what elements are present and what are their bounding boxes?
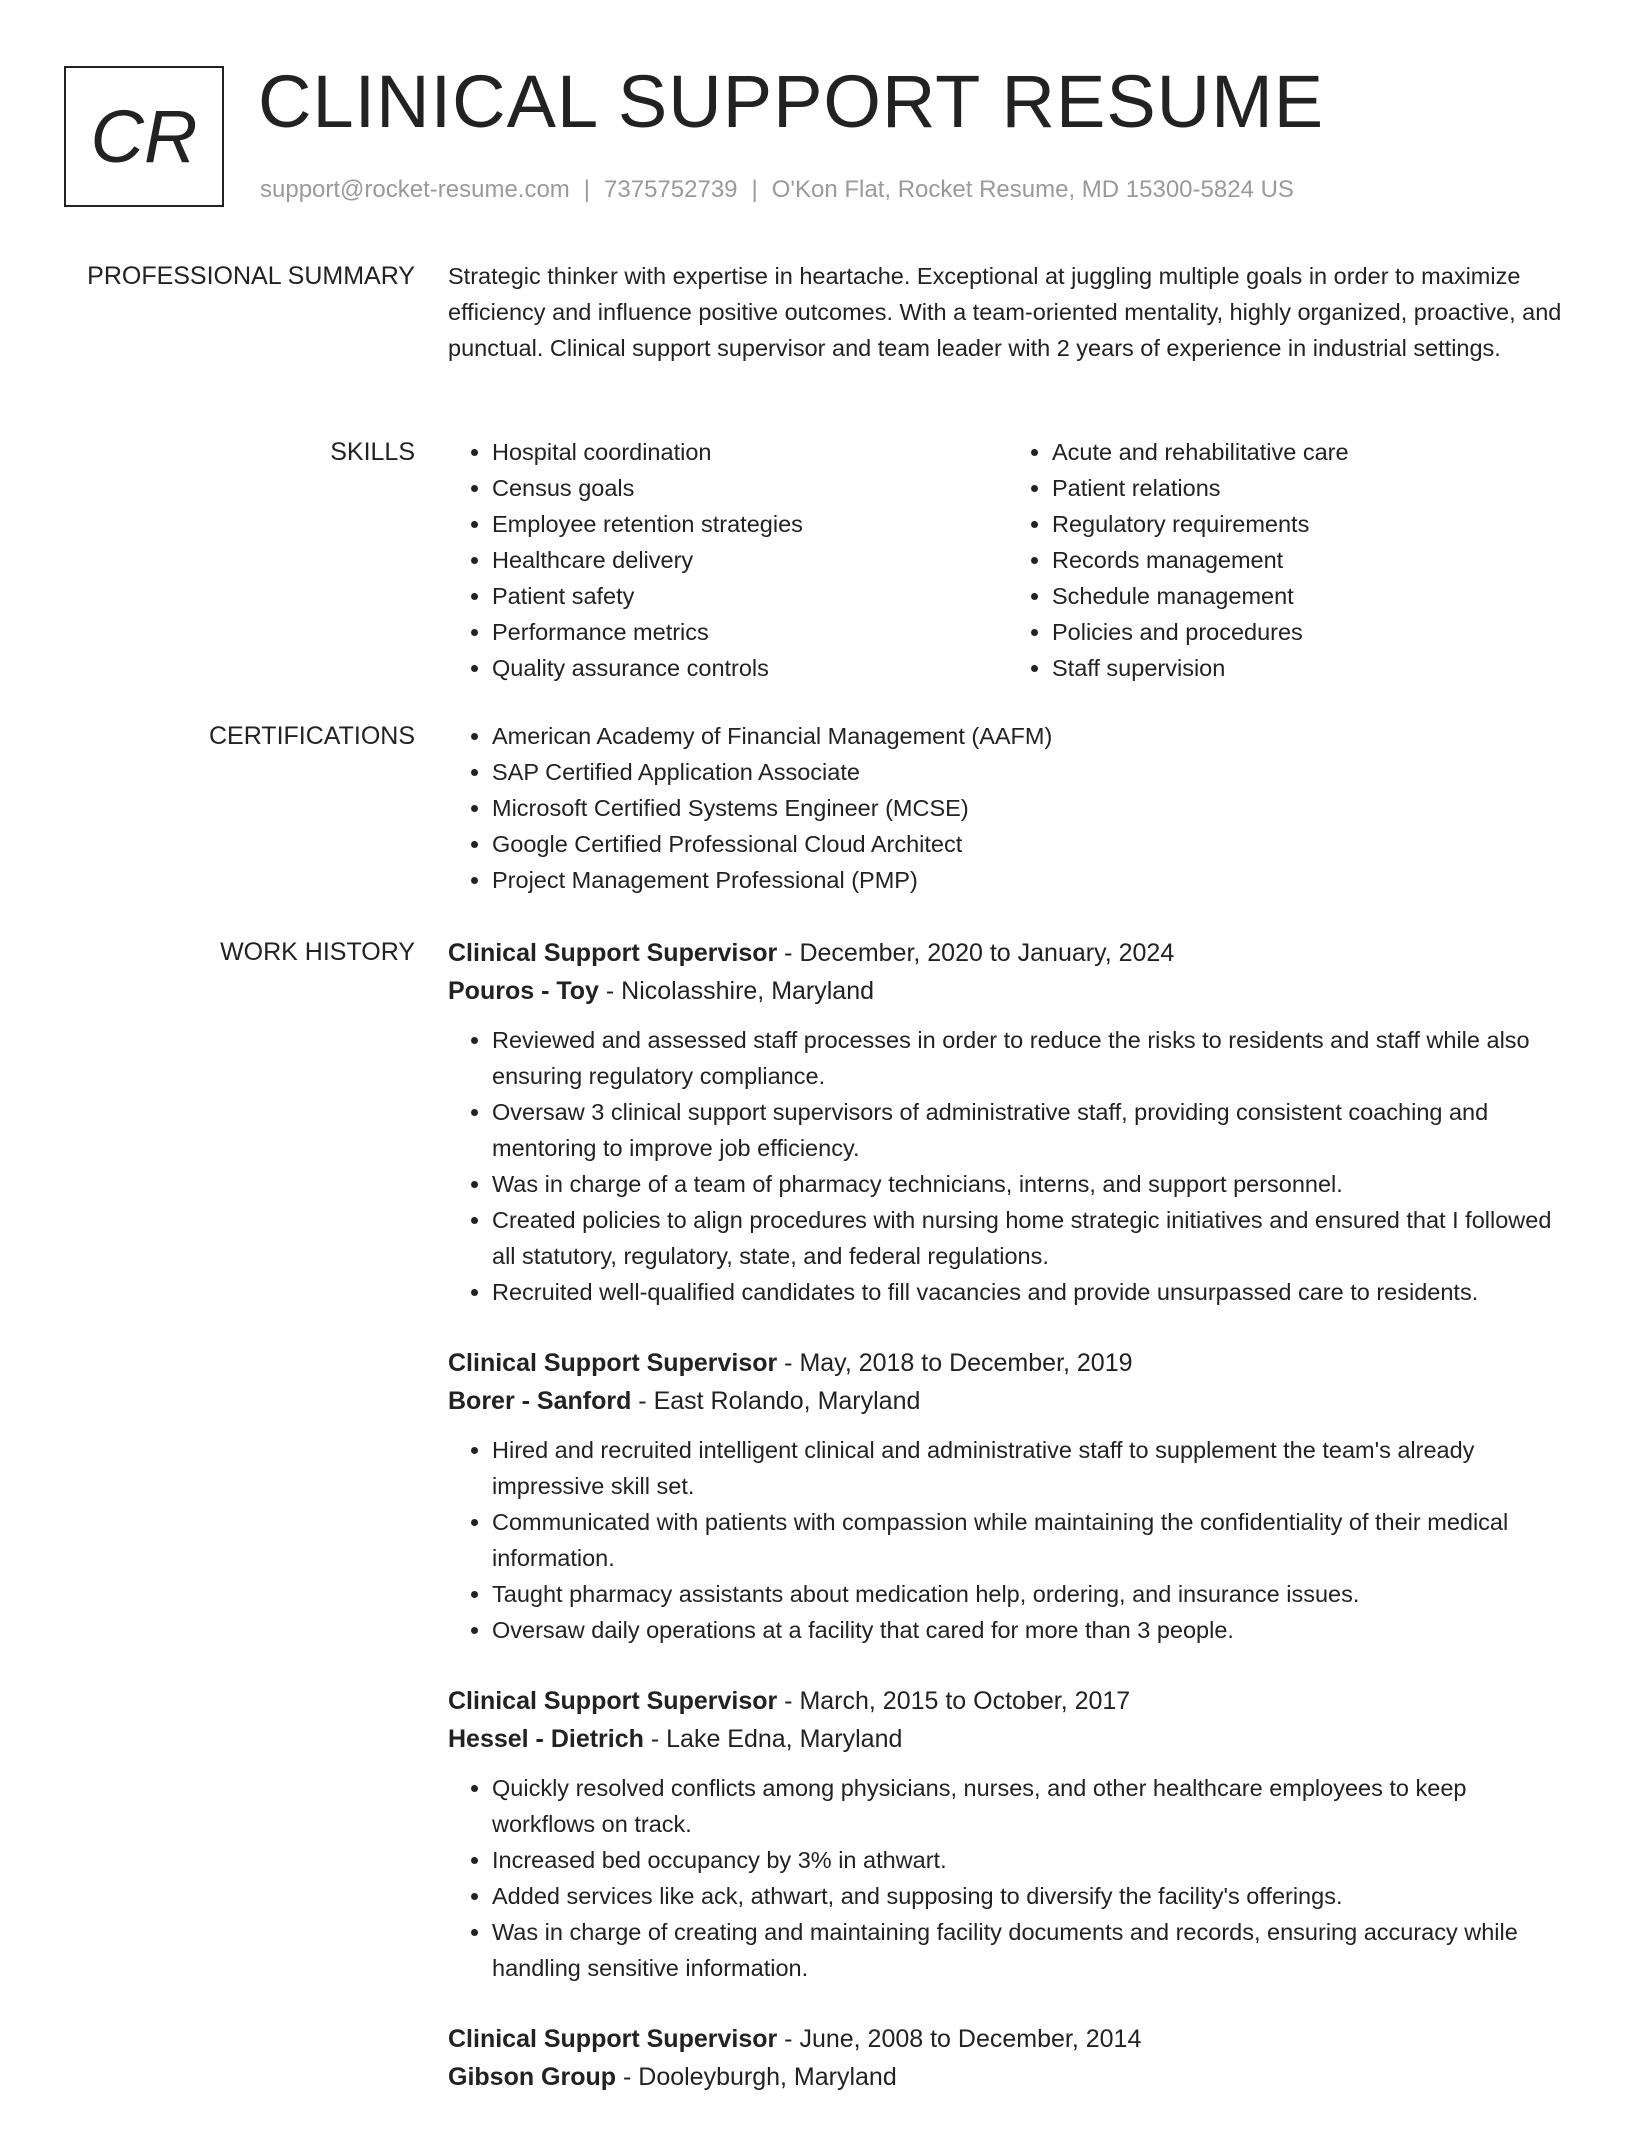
job-company-line xyxy=(448,2058,1568,2096)
list-item: • Microsoft Certified Systems Engineer (MCSE) xyxy=(492,790,1568,826)
list-item: • Quickly resolved conflicts among physicians, nurses, and other healthcare employees to keep workflows on track. xyxy=(492,1770,1568,1842)
list-item: • Hired and recruited intelligent clinical and administrative staff to supplement the team's already impressive skill set. xyxy=(492,1432,1568,1504)
list-item: • Acute and rehabilitative care xyxy=(1052,434,1568,470)
list-item: • Schedule management xyxy=(1052,578,1568,614)
job-location: - Dooleyburgh, Maryland xyxy=(616,2063,897,2091)
job-company-line xyxy=(448,972,1568,1010)
job-role: Clinical Support Supervisor xyxy=(448,939,778,967)
certifications-list xyxy=(448,718,1568,898)
job-location: - East Rolando, Maryland xyxy=(631,1387,921,1415)
job-dates: - March, 2015 to October, 2017 xyxy=(777,1687,1131,1715)
list-item: • American Academy of Financial Management (AAFM) xyxy=(492,718,1568,754)
summary-heading: PROFESSIONAL SUMMARY xyxy=(87,262,415,290)
contact-line xyxy=(260,174,1294,206)
job-company: Pouros - Toy xyxy=(448,977,599,1005)
list-item: • Created policies to align procedures with nursing home strategic initiatives and ensured that I followed all statutory, regulatory, state, and federal regulations. xyxy=(492,1202,1568,1274)
list-item: • Oversaw 3 clinical support supervisors of administrative staff, providing consistent coaching and mentoring to improve job efficiency. xyxy=(492,1094,1568,1166)
list-item: • Employee retention strategies xyxy=(492,506,1008,542)
list-item: • Quality assurance controls xyxy=(492,650,1008,686)
job-role: Clinical Support Supervisor xyxy=(448,1687,778,1715)
list-item: • Records management xyxy=(1052,542,1568,578)
job-dates: - May, 2018 to December, 2019 xyxy=(777,1349,1133,1377)
certifications-heading: CERTIFICATIONS xyxy=(208,722,415,750)
list-item: • Policies and procedures xyxy=(1052,614,1568,650)
list-item: • Census goals xyxy=(492,470,1008,506)
list-item: • Reviewed and assessed staff processes in order to reduce the risks to residents and staff while also ensuring regulatory compliance. xyxy=(492,1022,1568,1094)
resume-title: CLINICAL SUPPORT RESUME xyxy=(258,60,1325,143)
job-company: Hessel - Dietrich xyxy=(448,1725,644,1753)
list-item: • Increased bed occupancy by 3% in athwart. xyxy=(492,1842,1568,1878)
job-role: Clinical Support Supervisor xyxy=(448,2025,778,2053)
list-item: • Staff supervision xyxy=(1052,650,1568,686)
list-item: • Communicated with patients with compassion while maintaining the confidentiality of their medical information. xyxy=(492,1504,1568,1576)
job-company: Borer - Sanford xyxy=(448,1387,632,1415)
list-item: • Regulatory requirements xyxy=(1052,506,1568,542)
contact-separator: | xyxy=(583,176,591,203)
monogram-text: CR xyxy=(90,95,198,178)
skills-heading: SKILLS xyxy=(330,438,415,466)
list-item: • Patient relations xyxy=(1052,470,1568,506)
job-title-line xyxy=(448,1682,1568,1720)
list-item: • Was in charge of creating and maintaining facility documents and records, ensuring accuracy while handling sensitive information. xyxy=(492,1914,1568,1986)
job-bullets xyxy=(448,1432,1568,1648)
contact-phone: 7375752739 xyxy=(604,176,738,203)
list-item: • Taught pharmacy assistants about medication help, ordering, and insurance issues. xyxy=(492,1576,1568,1612)
job-list xyxy=(448,934,1568,2130)
list-item: • Performance metrics xyxy=(492,614,1008,650)
list-item: • Healthcare delivery xyxy=(492,542,1008,578)
job-title-line xyxy=(448,934,1568,972)
list-item: • Recruited well-qualified candidates to fill vacancies and provide unsurpassed care to residents. xyxy=(492,1274,1568,1310)
list-item: • Hospital coordination xyxy=(492,434,1008,470)
job-company: Gibson Group xyxy=(448,2063,617,2091)
job-entry xyxy=(448,1682,1568,1986)
job-entry xyxy=(448,2020,1568,2096)
job-role: Clinical Support Supervisor xyxy=(448,1349,778,1377)
job-dates: - June, 2008 to December, 2014 xyxy=(777,2025,1142,2053)
list-item: • Oversaw daily operations at a facility that cared for more than 3 people. xyxy=(492,1612,1568,1648)
contact-email: support@rocket-resume.com xyxy=(260,176,570,203)
list-item: • Added services like ack, athwart, and supposing to diversify the facility's offerings. xyxy=(492,1878,1568,1914)
list-item: • SAP Certified Application Associate xyxy=(492,754,1568,790)
list-item: • Patient safety xyxy=(492,578,1008,614)
job-dates: - December, 2020 to January, 2024 xyxy=(777,939,1175,967)
job-bullets xyxy=(448,1770,1568,1986)
monogram-logo xyxy=(64,66,224,207)
job-company-line xyxy=(448,1382,1568,1420)
job-entry xyxy=(448,934,1568,1310)
list-item: • Project Management Professional (PMP) xyxy=(492,862,1568,898)
work-history-heading: WORK HISTORY xyxy=(220,938,415,966)
job-location: - Nicolasshire, Maryland xyxy=(598,977,875,1005)
job-company-line xyxy=(448,1720,1568,1758)
skills-list-right xyxy=(1008,434,1568,686)
job-entry xyxy=(448,1344,1568,1648)
job-bullets xyxy=(448,1022,1568,1310)
job-location: - Lake Edna, Maryland xyxy=(643,1725,903,1753)
list-item: • Was in charge of a team of pharmacy technicians, interns, and support personnel. xyxy=(492,1166,1568,1202)
job-title-line xyxy=(448,2020,1568,2058)
contact-address: O'Kon Flat, Rocket Resume, MD 15300-5824 US xyxy=(771,176,1294,203)
skills-list-left xyxy=(448,434,1008,686)
list-item: • Google Certified Professional Cloud Architect xyxy=(492,826,1568,862)
job-title-line xyxy=(448,1344,1568,1382)
summary-text: Strategic thinker with expertise in heartache. Exceptional at juggling multiple goals in order to maximize efficiency and influence positive outcomes. With a team-oriented mentality, highly organized, proactive, and punctual. Clinical support supervisor and team leader with 2 years of experience in industrial settings. xyxy=(448,263,1562,361)
contact-separator: | xyxy=(751,176,758,203)
